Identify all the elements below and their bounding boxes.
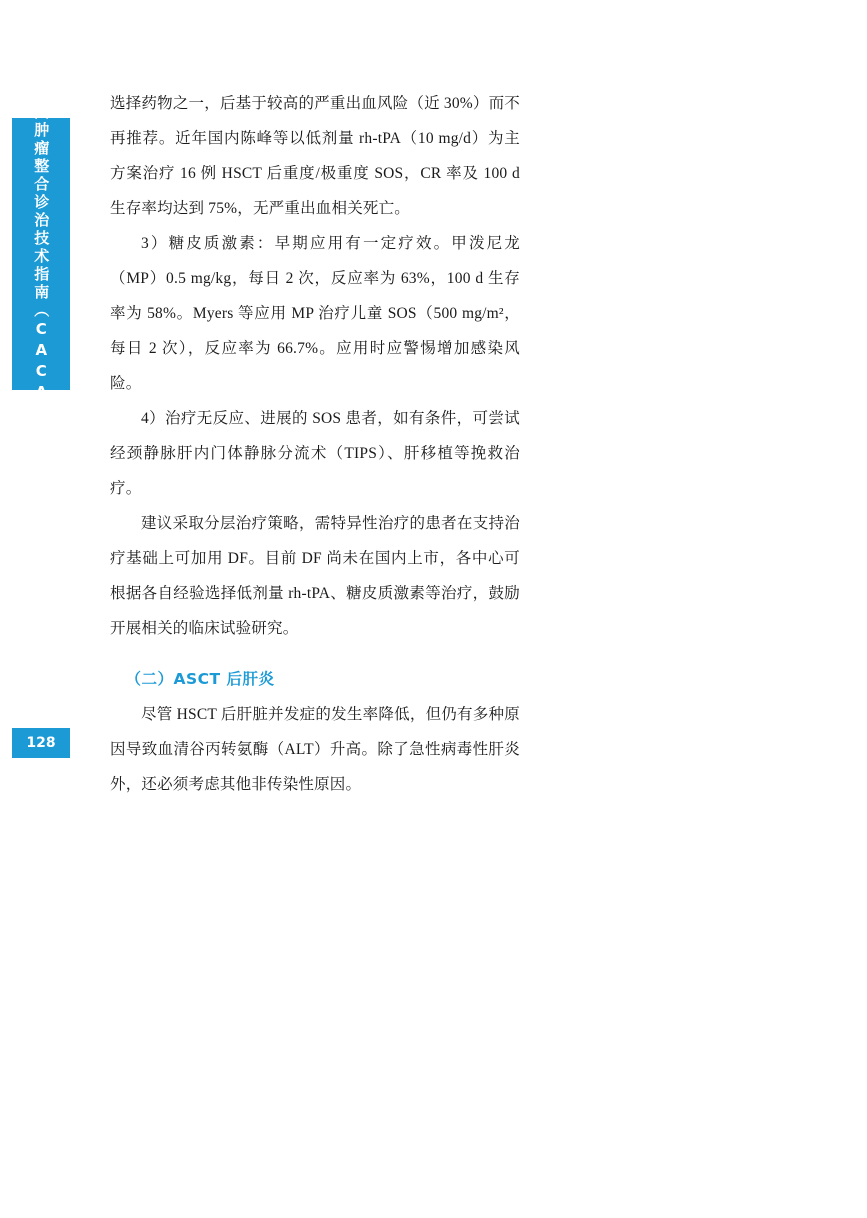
running-head-tab bbox=[12, 86, 70, 422]
paragraph: 尽管 HSCT 后肝脏并发症的发生率降低，但仍有多种原因导致血清谷丙转氨酶（ALT）升高。除了急性病毒性肝炎外，还必须考虑其他非传染性原因。 bbox=[110, 706, 520, 793]
paragraph: 4）治疗无反应、进展的 SOS 患者，如有条件，可尝试经颈静脉肝内门体静脉分流术（TIPS）、肝移植等挽救治疗。 bbox=[110, 410, 520, 497]
paragraph: 建议采取分层治疗策略，需特异性治疗的患者在支持治疗基础上可加用 DF。目前 DF 尚未在国内上市，各中心可根据各自经验选择低剂量 rh-tPA、糖皮质激素等治疗，鼓励开展相关的临床试验研究。 bbox=[110, 515, 520, 637]
running-head-label: 中国肿瘤整合诊治技术指南（CACA） bbox=[32, 86, 51, 422]
page-body bbox=[110, 86, 520, 802]
paragraph: 3）糖皮质激素：早期应用有一定疗效。甲泼尼龙（MP）0.5 mg/kg，每日 2 次，反应率为 63%，100 d 生存率为 58%。Myers 等应用 MP 治疗儿童 SOS（500 mg/m²，每日 2 次），反应率为 66.7%。应用时应警惕增加感染风险。 bbox=[110, 235, 520, 392]
section-heading: （二）ASCT 后肝炎 bbox=[125, 670, 275, 688]
page-number-badge: 128 bbox=[12, 728, 70, 758]
paragraph: 选择药物之一，后基于较高的严重出血风险（近 30%）而不再推荐。近年国内陈峰等以低剂量 rh-tPA（10 mg/d）为主方案治疗 16 例 HSCT 后重度/极重度 SOS，CR 率及 100 d 生存率均达到 75%，无严重出血相关死亡。 bbox=[110, 95, 520, 217]
